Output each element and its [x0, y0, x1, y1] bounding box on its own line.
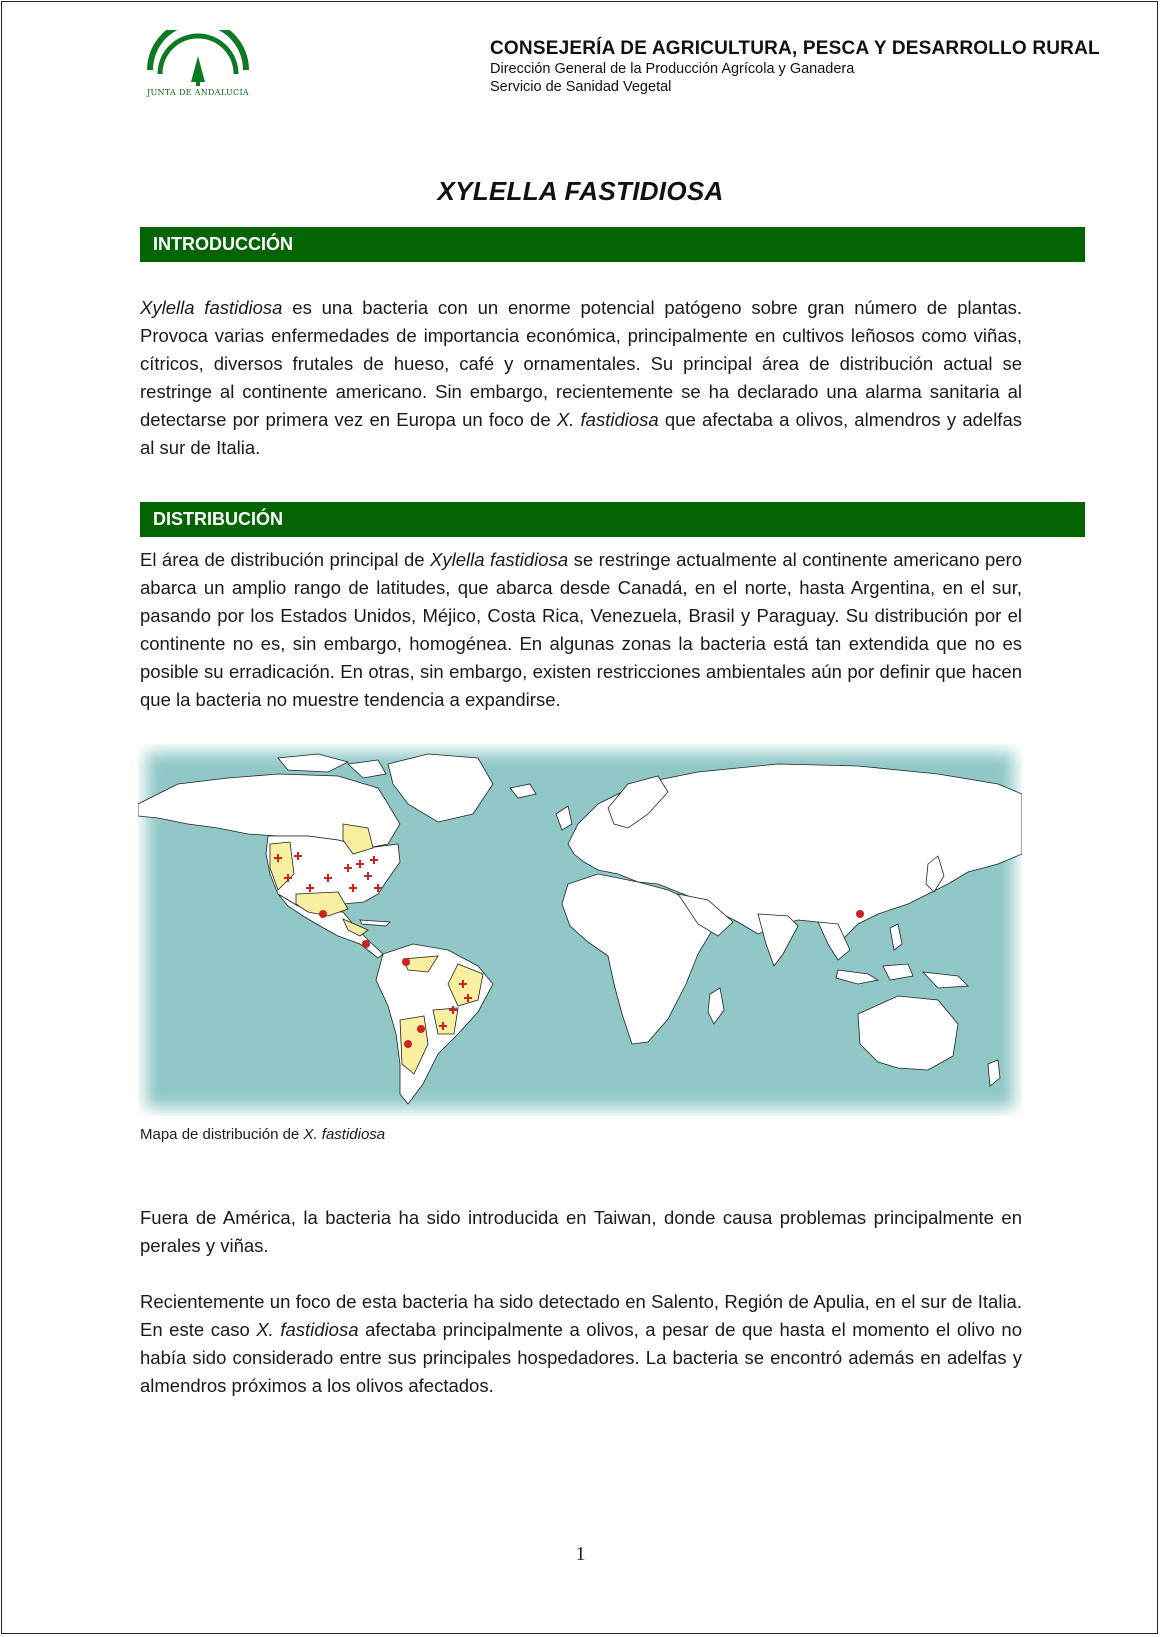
caption-italic-species: X. fastidiosa [303, 1126, 386, 1143]
section-heading-intro: INTRODUCCIÓN [140, 227, 1085, 262]
italy-paragraph [140, 1288, 1022, 1400]
logo-text: JUNTA DE ANDALUCIA [146, 88, 249, 97]
header-block [490, 38, 1150, 96]
section-heading-distribution: DISTRIBUCIÓN [140, 502, 1085, 537]
intro-text-b: que afectaba a olivos, almendros y adelfas al sur de Italia. [140, 409, 1022, 458]
italy-text-a: Recientemente un foco de esta bacteria ha sido detectado en Salento, Región de Apulia, en el sur de Italia. En este caso [140, 1291, 1022, 1340]
header-subtitle-service: Servicio de Sanidad Vegetal [490, 79, 672, 95]
distribution-text-b: se restringe actualmente al continente americano pero abarca un amplio rango de latitudes, que abarca desde Canadá, en el norte, hasta Argentina, en el sur, pasando por los Estados Unidos, Méjico, Costa Rica, Venezuela, Brasil y Paraguay. Su distribución por el continente no es, sin embargo, homogénea. En algunas zonas la bacteria está tan extendida que no es posible su erradicación. En otras, sin embargo, existen restricciones ambientales aún por definir que hacen que la bacteria no muestre tendencia a expandirse. [140, 549, 1022, 710]
distribution-map [138, 744, 1022, 1116]
taiwan-paragraph: Fuera de América, la bacteria ha sido introducida en Taiwan, donde causa problemas principalmente en perales y viñas. [140, 1207, 1022, 1256]
distribution-paragraph [140, 546, 1022, 714]
italy-text-b: afectaba principalmente a olivos, a pesar de que hasta el momento el olivo no había sido considerado entre sus principales hospedadores. La bacteria se encontró además en adelfas y almendros próximos a los olivos afectados. [140, 1319, 1023, 1396]
italy-italic-species: X. fastidiosa [256, 1319, 359, 1340]
intro-italic-species: Xylella fastidiosa [140, 297, 283, 318]
page-number: 1 [575, 1543, 586, 1565]
distribution-italic-species: Xylella fastidiosa [430, 549, 569, 570]
intro-italic-species-short: X. fastidiosa [556, 409, 659, 430]
distribution-text-a: El área de distribución principal de [140, 549, 430, 570]
header-title: CONSEJERÍA DE AGRICULTURA, PESCA Y DESARROLLO RURAL [490, 38, 1100, 59]
intro-text-a: es una bacteria con un enorme potencial patógeno sobre gran número de plantas. Provoca varias enfermedades de importancia económica, principalmente en cultivos leñosos como viñas, cítricos, diversos frutales de hueso, café y ornamentales. Su principal área de distribución actual se restringe al continente americano. Sin embargo, recientemente se ha declarado una alarma sanitaria al detectarse por primera vez en Europa un foco de [140, 297, 1022, 430]
map-caption [140, 1126, 385, 1143]
junta-de-andalucia-logo [128, 30, 268, 102]
header-subtitle-direction: Dirección General de la Producción Agrícola y Ganadera [490, 61, 855, 77]
caption-text: Mapa de distribución de [140, 1126, 304, 1143]
document-title: XYLELLA FASTIDIOSA [437, 176, 724, 206]
intro-paragraph [140, 294, 1022, 462]
